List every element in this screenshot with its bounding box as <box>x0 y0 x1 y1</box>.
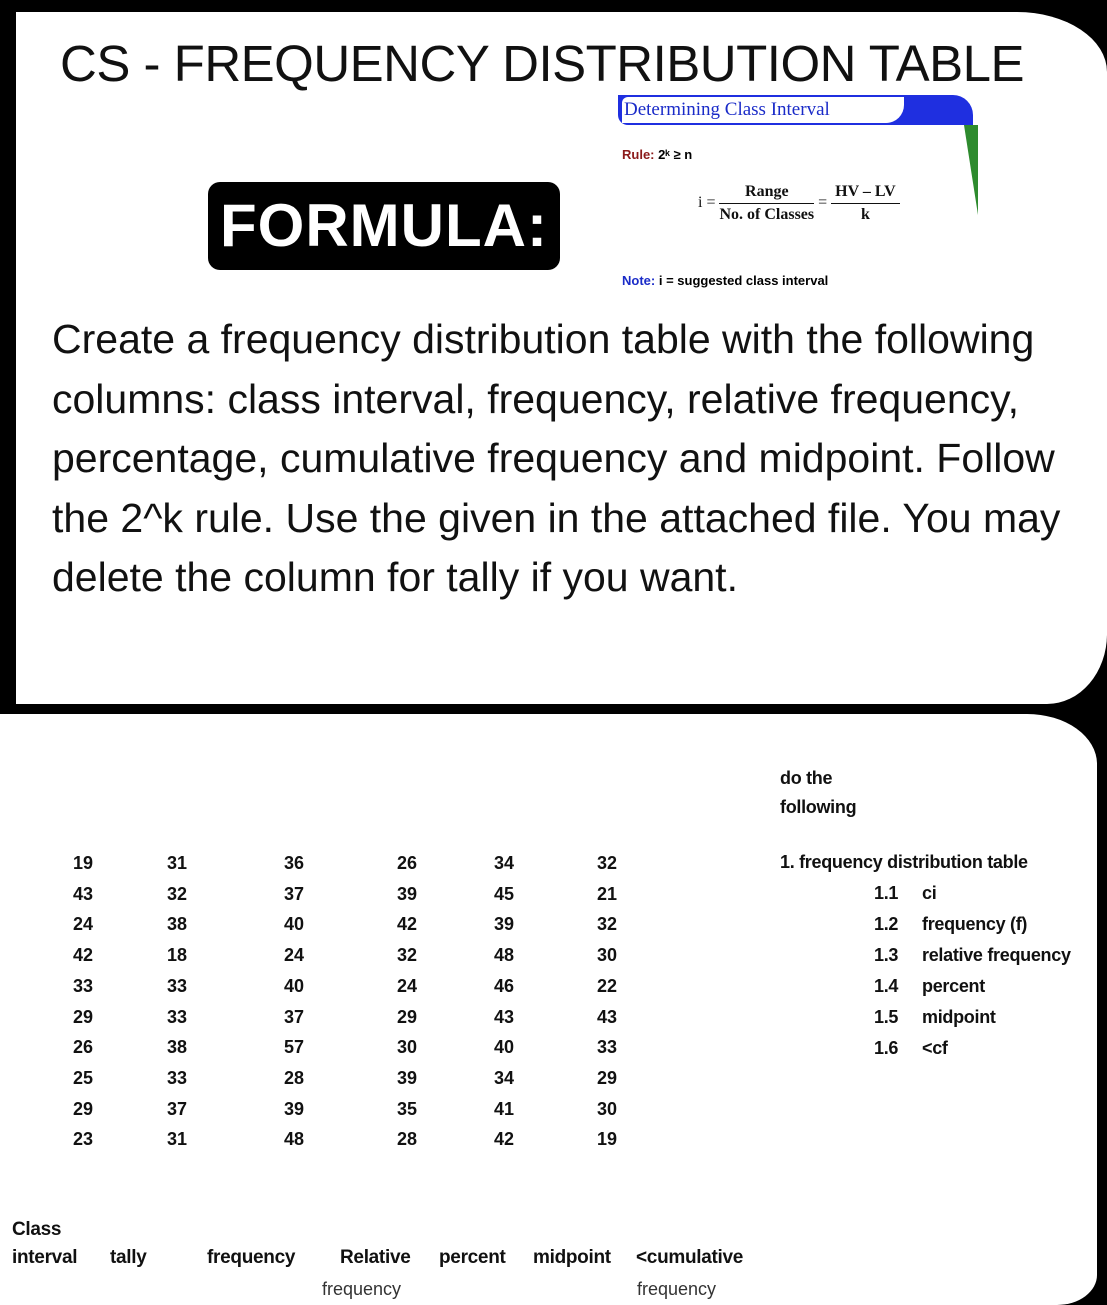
header-interval: interval <box>12 1247 78 1268</box>
task-item <box>874 883 936 904</box>
data-value: 32 <box>396 945 418 966</box>
data-value: 26 <box>72 1037 94 1058</box>
data-value: 24 <box>72 914 94 935</box>
header-frequency: frequency <box>207 1247 296 1268</box>
data-value: 41 <box>493 1098 515 1119</box>
task-item <box>874 914 1027 935</box>
task-label: frequency (f) <box>922 914 1028 934</box>
data-value: 34 <box>493 1067 515 1088</box>
data-value: 22 <box>596 975 618 996</box>
data-value: 26 <box>396 853 418 873</box>
data-value: 38 <box>166 914 188 935</box>
data-value: 30 <box>596 1098 618 1119</box>
data-value: 33 <box>166 1067 188 1088</box>
formula-badge: FORMULA: <box>208 182 560 270</box>
fraction-numerator: Range <box>719 183 814 204</box>
task-number: 1.4 <box>874 976 899 996</box>
data-value: 37 <box>166 1098 188 1119</box>
data-value: 29 <box>596 1067 618 1088</box>
header-relative: Relative <box>340 1247 411 1268</box>
task-item <box>874 976 985 997</box>
data-value: 40 <box>283 914 305 935</box>
data-value: 29 <box>72 1098 94 1119</box>
data-value: 45 <box>493 883 515 904</box>
data-value: 40 <box>283 975 305 996</box>
data-value: 39 <box>493 914 515 935</box>
task-label: relative frequency <box>922 945 1071 965</box>
data-value: 29 <box>396 1006 418 1027</box>
class-interval-box <box>618 95 978 295</box>
data-value: 35 <box>396 1098 418 1119</box>
header-midpoint: midpoint <box>533 1247 611 1268</box>
equation-equals: = <box>818 194 828 212</box>
data-value: 24 <box>396 975 418 996</box>
header-class: Class <box>12 1219 62 1240</box>
header-cumulative: <cumulative <box>636 1247 744 1268</box>
data-value: 19 <box>596 1129 618 1150</box>
data-value: 25 <box>72 1067 94 1088</box>
data-value: 37 <box>283 1006 305 1027</box>
fraction-numerator: HV – LV <box>831 183 899 204</box>
hv-lv-fraction <box>831 183 899 224</box>
data-value: 24 <box>283 945 305 966</box>
task-number: 1.2 <box>874 914 899 934</box>
data-value: 42 <box>396 914 418 935</box>
note-label: Note: <box>622 273 656 288</box>
rule-label: Rule: <box>622 147 655 162</box>
data-value: 39 <box>396 1067 418 1088</box>
header-relative-sub: frequency <box>322 1279 402 1299</box>
rule-text: 2ᵏ ≥ n <box>658 147 693 162</box>
task-item <box>874 1007 996 1028</box>
data-value: 32 <box>166 883 188 904</box>
instructions-text: Create a frequency distribution table with the following columns: class interval, frequency, relative frequency, percentage, cumulative frequency and midpoint. Follow the 2^k rule. Use the given in the attached file. You may delete the column for tally if you want. <box>52 316 1061 600</box>
task-label: percent <box>922 976 985 996</box>
data-value: 32 <box>596 914 618 935</box>
data-value: 21 <box>596 883 618 904</box>
task-item <box>874 1038 948 1059</box>
data-value: 30 <box>396 1037 418 1058</box>
data-value: 33 <box>166 1006 188 1027</box>
data-value: 40 <box>493 1037 515 1058</box>
data-value: 32 <box>596 853 618 873</box>
data-value: 19 <box>72 853 94 873</box>
header-cumulative-sub: frequency <box>637 1279 717 1299</box>
task-label: midpoint <box>922 1007 996 1027</box>
page-title: CS - FREQUENCY DISTRIBUTION TABLE <box>60 35 1024 92</box>
data-value: 43 <box>493 1006 515 1027</box>
data-value: 31 <box>166 1129 188 1150</box>
task-number: 1.3 <box>874 945 899 965</box>
data-value: 33 <box>72 975 94 996</box>
data-value: 30 <box>596 945 618 966</box>
class-interval-banner-text: Determining Class Interval <box>622 97 904 123</box>
data-value: 57 <box>283 1037 305 1058</box>
range-fraction <box>719 183 814 224</box>
header-tally: tally <box>110 1247 147 1268</box>
data-value: 33 <box>166 975 188 996</box>
top-card <box>16 12 1107 704</box>
data-value: 36 <box>283 853 305 873</box>
data-value: 37 <box>283 883 305 904</box>
data-value: 43 <box>72 883 94 904</box>
data-value: 42 <box>493 1129 515 1150</box>
task-number: 1.5 <box>874 1007 899 1027</box>
data-value: 23 <box>72 1129 94 1150</box>
data-value: 46 <box>493 975 515 996</box>
task-main: 1. frequency distribution table <box>780 852 1028 872</box>
note-text: i = suggested class interval <box>658 273 829 288</box>
data-value: 28 <box>283 1067 305 1088</box>
interval-equation <box>698 183 900 224</box>
rule-line <box>622 147 692 162</box>
side-note: do the following <box>780 768 857 817</box>
task-label: <cf <box>922 1038 948 1058</box>
header-percent: percent <box>439 1247 506 1268</box>
data-value: 48 <box>493 945 515 966</box>
data-value: 33 <box>596 1037 618 1058</box>
data-value: 39 <box>396 883 418 904</box>
data-value: 34 <box>493 853 515 873</box>
data-value: 48 <box>283 1129 305 1150</box>
class-interval-banner <box>618 95 973 125</box>
data-value: 43 <box>596 1006 618 1027</box>
data-value: 29 <box>72 1006 94 1027</box>
data-value: 42 <box>72 945 94 966</box>
data-value: 28 <box>396 1129 418 1150</box>
data-value: 31 <box>166 853 188 873</box>
data-value: 39 <box>283 1098 305 1119</box>
fraction-denominator: k <box>860 206 870 223</box>
fraction-denominator: No. of Classes <box>719 206 815 223</box>
bottom-card <box>0 714 1097 1305</box>
task-number: 1.6 <box>874 1038 899 1058</box>
task-item <box>874 945 1071 966</box>
data-value: 38 <box>166 1037 188 1058</box>
banner-accent <box>964 125 978 215</box>
data-value: 18 <box>166 945 188 966</box>
equation-lhs: i = <box>698 194 716 212</box>
note-line <box>622 273 828 288</box>
task-number: 1.1 <box>874 883 899 903</box>
task-label: ci <box>922 883 937 903</box>
